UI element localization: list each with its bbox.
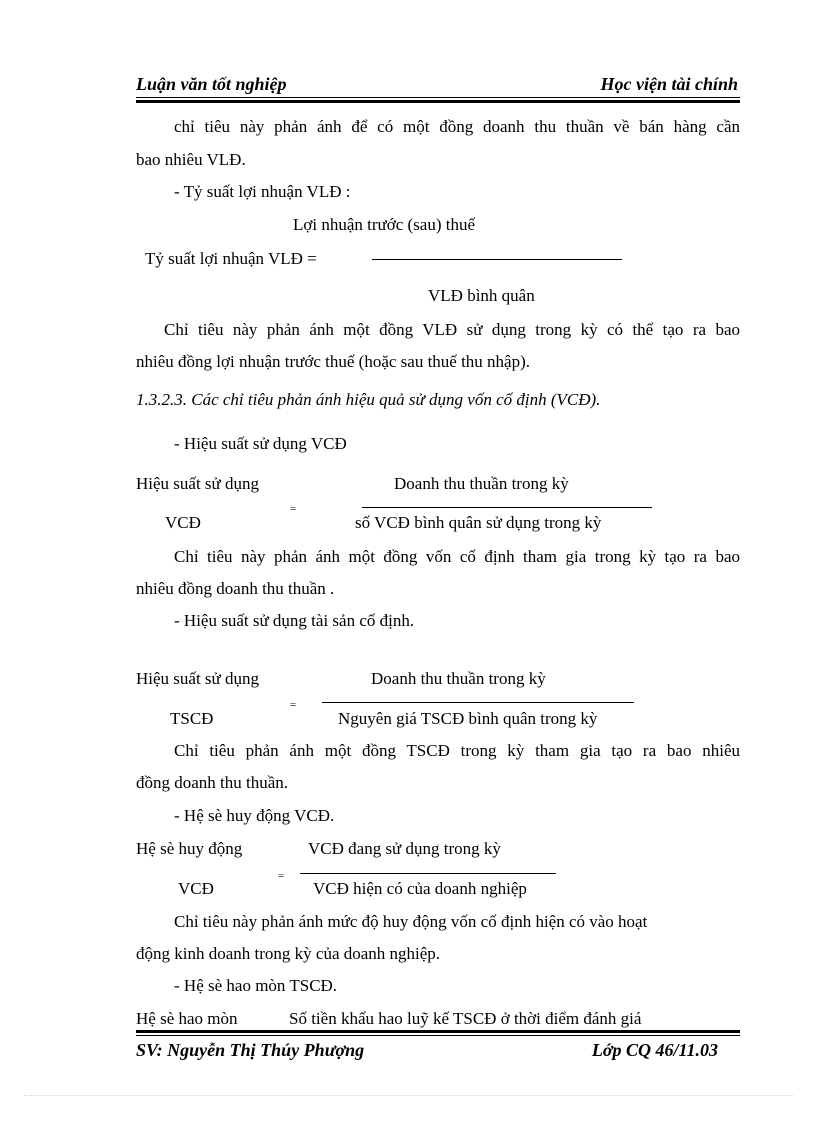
paragraph-1-line-2: bao nhiêu VLĐ. — [136, 150, 246, 169]
footer-right: Lớp CQ 46/11.03 — [591, 1040, 718, 1060]
paragraph-3-line-1: Chỉ tiêu này phản ánh một đồng vốn cố định tham gia trong kỳ tạo ra bao — [174, 547, 740, 566]
formula-4-label-a: Hệ sè huy động — [136, 839, 243, 858]
formula-2-label-a: Hiệu suất sử dụng — [136, 474, 260, 493]
header-rule-thick — [136, 100, 740, 103]
formula-2-numerator: Doanh thu thuần trong kỳ — [394, 474, 569, 493]
formula-1-fraction-line — [372, 259, 622, 260]
page-bottom-dotted-border — [24, 1095, 794, 1096]
item-hs-vcd: - Hiệu suất sử dụng VCĐ — [174, 434, 347, 453]
section-heading: 1.3.2.3. Các chỉ tiêu phản ánh hiệu quả sử dụng vốn cố định (VCĐ). — [136, 390, 601, 409]
paragraph-4-line-2: đồng doanh thu thuần. — [136, 773, 289, 792]
formula-2-denominator: số VCĐ bình quân sử dụng trong kỳ — [355, 513, 602, 532]
footer-left: SV: Nguyễn Thị Thúy Phượng — [136, 1040, 365, 1060]
formula-4-label-b: VCĐ — [178, 879, 214, 898]
paragraph-3-line-2: nhiêu đồng doanh thu thuần . — [136, 579, 335, 598]
formula-4-numerator: VCĐ đang sử dụng trong kỳ — [308, 839, 501, 858]
formula-2-equals: = — [290, 503, 297, 515]
paragraph-4-line-1: Chỉ tiêu phản ánh một đồng TSCĐ trong kỳ tham gia tạo ra bao nhiêu — [174, 741, 740, 760]
paragraph-2-line-1: Chỉ tiêu này phản ánh một đồng VLĐ sử dụng trong kỳ có thể tạo ra bao — [164, 320, 740, 339]
formula-5-numerator: Số tiền khấu hao luỹ kế TSCĐ ở thời điểm đánh giá — [289, 1009, 642, 1028]
formula-1-label: Tỷ suất lợi nhuận VLĐ = — [145, 249, 317, 268]
item-hm-tscd: - Hệ sè hao mòn TSCĐ. — [174, 976, 338, 995]
formula-1-numerator: Lợi nhuận trước (sau) thuế — [293, 215, 476, 234]
formula-3-equals: = — [290, 699, 297, 711]
formula-5-label: Hệ sè hao mòn — [136, 1009, 238, 1028]
item-vld-ratio: - Tỷ suất lợi nhuận VLĐ : — [174, 182, 351, 201]
formula-3-numerator: Doanh thu thuần trong kỳ — [371, 669, 546, 688]
header-rule-thin — [136, 97, 740, 98]
formula-4-denominator: VCĐ hiện có của doanh nghiệp — [313, 879, 527, 898]
formula-3-denominator: Nguyên giá TSCĐ bình quân trong kỳ — [338, 709, 598, 728]
header-left: Luận văn tốt nghiệp — [136, 74, 287, 94]
formula-4-equals: = — [278, 870, 285, 882]
paragraph-2-line-2: nhiêu đồng lợi nhuận trước thuế (hoặc sau thuế thu nhập). — [136, 352, 531, 371]
formula-4-fraction-line — [300, 873, 556, 874]
paragraph-5-line-2: động kinh doanh trong kỳ của doanh nghiệp. — [136, 944, 441, 963]
formula-2-fraction-line — [362, 507, 652, 508]
formula-3-label-a: Hiệu suất sử dụng — [136, 669, 260, 688]
paragraph-5-line-1: Chỉ tiêu này phản ánh mức độ huy động vốn cố định hiện có vào hoạt — [174, 912, 648, 931]
formula-3-label-b: TSCĐ — [170, 709, 214, 728]
header-right: Học viện tài chính — [600, 74, 738, 94]
footer-rule-thin — [136, 1035, 740, 1036]
item-hs-tscd: - Hiệu suất sử dụng tài sản cố định. — [174, 611, 415, 630]
item-hd-vcd: - Hệ sè huy động VCĐ. — [174, 806, 335, 825]
paragraph-1-line-1: chỉ tiêu này phản ánh để có một đồng doanh thu thuần về bán hàng cần — [174, 117, 740, 136]
formula-1-denominator: VLĐ bình quân — [428, 286, 535, 305]
formula-3-fraction-line — [322, 702, 634, 703]
footer-rule-thick — [136, 1030, 740, 1033]
formula-2-label-b: VCĐ — [165, 513, 201, 532]
